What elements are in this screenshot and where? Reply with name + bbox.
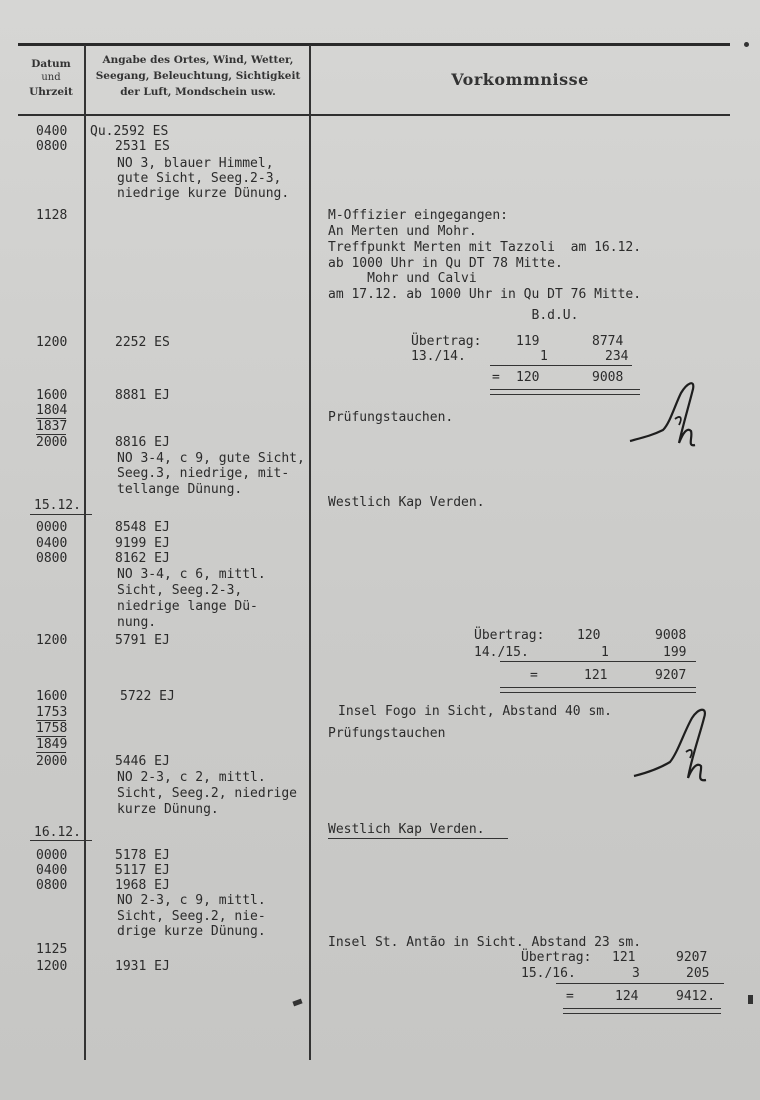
tally-double-rule	[563, 1008, 721, 1014]
entry-time: 2000	[36, 435, 68, 450]
ink-mark	[292, 999, 302, 1007]
tally-value: 9008	[592, 370, 624, 385]
tally-double-rule	[490, 389, 640, 395]
header-datum-label: Datum	[31, 58, 71, 70]
weather-line: NO 2-3, c 2, mittl.	[117, 770, 266, 785]
entry-position: 8816 EJ	[115, 435, 170, 450]
event-line: Westlich Kap Verden.	[328, 495, 485, 510]
entry-time: 1804	[36, 403, 68, 418]
entry-position: 8162 EJ	[115, 551, 170, 566]
entry-position: Qu.2592 ES	[90, 124, 169, 139]
weather-line: niedrige lange Dü-	[117, 599, 258, 614]
weather-line: Sicht, Seeg.2, nie-	[117, 909, 266, 924]
weather-line: NO 3-4, c 9, gute Sicht,	[117, 451, 305, 466]
tally-value: 124	[615, 989, 639, 1004]
top-rule	[18, 43, 730, 46]
header-rule	[18, 114, 730, 116]
weather-line: NO 3, blauer Himmel,	[117, 156, 274, 171]
tally-label: Übertrag:	[521, 950, 592, 965]
entry-time: 0400	[36, 863, 68, 878]
weather-line: Seeg.3, niedrige, mit-	[117, 466, 290, 481]
tally-label: 14./15.	[474, 645, 529, 660]
event-underline	[328, 838, 508, 839]
event-line: Insel Fogo in Sicht, Abstand 40 sm.	[338, 704, 612, 719]
weather-line: Sicht, Seeg.2, niedrige	[117, 786, 298, 801]
tally-value: 9207	[676, 950, 708, 965]
entry-time: 1600	[36, 388, 68, 403]
entry-time: 0400	[36, 536, 68, 551]
tally-label: 13./14.	[411, 349, 466, 364]
header-und-label: und	[41, 72, 61, 83]
tally-value: 3	[632, 966, 640, 981]
weather-line: gute Sicht, Seeg.2-3,	[117, 171, 282, 186]
entry-position: 2531 ES	[115, 139, 170, 154]
entry-position: 2252 ES	[115, 335, 170, 350]
tally-label: Übertrag:	[474, 628, 545, 643]
entry-position: 5446 EJ	[115, 754, 170, 769]
column-divider-date	[84, 45, 86, 1060]
header-datum	[20, 57, 82, 99]
ink-mark	[748, 995, 753, 1004]
entry-position: 8548 EJ	[115, 520, 170, 535]
tally-sum-rule	[490, 365, 632, 366]
entry-time: 1125	[36, 942, 68, 957]
header-angabe-line-1: Angabe des Ortes, Wind, Wetter,	[102, 54, 294, 66]
entry-time: 1200	[36, 959, 68, 974]
event-line: Westlich Kap Verden.	[328, 822, 485, 837]
entry-time: 0400	[36, 124, 68, 139]
weather-line: drige kurze Dünung.	[117, 924, 266, 939]
entry-time: 1849	[36, 737, 68, 752]
entry-time: 1837	[36, 419, 68, 434]
entry-position: 5791 EJ	[115, 633, 170, 648]
weather-line: NO 2-3, c 9, mittl.	[117, 893, 266, 908]
header-angabe-line-2: Seegang, Beleuchtung, Sichtigkeit	[95, 70, 301, 82]
event-line: Prüfungstauchen	[328, 726, 446, 741]
tally-value: 120	[516, 370, 540, 385]
signature-2	[630, 700, 715, 795]
time-underline	[36, 752, 66, 753]
tally-value: 9008	[655, 628, 687, 643]
header-vorkommnisse: Vorkommnisse	[451, 70, 589, 89]
event-line: am 17.12. ab 1000 Uhr in Qu DT 76 Mitte.	[328, 287, 642, 302]
tally-label: 15./16.	[521, 966, 576, 981]
column-divider-events	[309, 45, 311, 1060]
tally-value: 205	[686, 966, 710, 981]
signature-1	[625, 375, 705, 460]
header-angabe	[88, 52, 308, 100]
entry-position: 8881 EJ	[115, 388, 170, 403]
tally-equals: =	[566, 989, 574, 1004]
tally-value: 199	[663, 645, 687, 660]
event-line: Mohr und Calvi	[328, 271, 477, 286]
tally-value: 120	[577, 628, 601, 643]
tally-value: 8774	[592, 334, 624, 349]
tally-value: 9207	[655, 668, 687, 683]
entry-time: 1200	[36, 335, 68, 350]
tally-value: 1	[601, 645, 609, 660]
header-angabe-line-3: der Luft, Mondschein usw.	[120, 86, 276, 98]
tally-label: Übertrag:	[411, 334, 482, 349]
tally-sum-rule	[556, 983, 724, 984]
event-line: Treffpunkt Merten mit Tazzoli am 16.12.	[328, 240, 642, 255]
event-line: Insel St. Antão in Sicht. Abstand 23 sm.	[328, 935, 642, 950]
tally-value: 9412.	[676, 989, 716, 1004]
ink-dot	[744, 42, 749, 47]
entry-time: 0000	[36, 848, 68, 863]
weather-line: NO 3-4, c 6, mittl.	[117, 567, 266, 582]
weather-line: kurze Dünung.	[117, 802, 219, 817]
entry-time: 1200	[36, 633, 68, 648]
entry-time: 1128	[36, 208, 68, 223]
tally-value: 121	[612, 950, 636, 965]
header-uhrzeit-label: Uhrzeit	[29, 86, 73, 98]
entry-position: 5178 EJ	[115, 848, 170, 863]
entry-time: 1758	[36, 721, 68, 736]
event-line: B.d.U.	[328, 308, 579, 323]
entry-position: 1931 EJ	[115, 959, 170, 974]
entry-time: 1600	[36, 689, 68, 704]
weather-line: nung.	[117, 615, 157, 630]
entry-position: 5722 EJ	[120, 689, 175, 704]
tally-equals: =	[492, 370, 500, 385]
entry-position: 9199 EJ	[115, 536, 170, 551]
tally-sum-rule	[500, 661, 696, 662]
event-line: ab 1000 Uhr in Qu DT 78 Mitte.	[328, 256, 563, 271]
entry-time: 0800	[36, 139, 68, 154]
date-heading: 15.12.	[34, 498, 81, 513]
event-line: M-Offizier eingegangen:	[328, 208, 509, 223]
event-line: An Merten und Mohr.	[328, 224, 477, 239]
tally-equals: =	[530, 668, 538, 683]
entry-time: 0800	[36, 551, 68, 566]
tally-value: 1	[540, 349, 548, 364]
entry-time: 0000	[36, 520, 68, 535]
weather-line: tellange Dünung.	[117, 482, 243, 497]
entry-position: 5117 EJ	[115, 863, 170, 878]
entry-time: 2000	[36, 754, 68, 769]
entry-time: 0800	[36, 878, 68, 893]
tally-value: 234	[605, 349, 629, 364]
weather-line: Sicht, Seeg.2-3,	[117, 583, 243, 598]
tally-double-rule	[500, 687, 696, 693]
time-underline	[36, 736, 66, 737]
tally-value: 119	[516, 334, 540, 349]
entry-position: 1968 EJ	[115, 878, 170, 893]
tally-value: 121	[584, 668, 608, 683]
entry-time: 1753	[36, 705, 68, 720]
weather-line: niedrige kurze Dünung.	[117, 186, 290, 201]
date-underline	[30, 840, 92, 841]
event-line: Prüfungstauchen.	[328, 410, 454, 425]
date-underline	[30, 514, 92, 515]
date-heading: 16.12.	[34, 825, 81, 840]
